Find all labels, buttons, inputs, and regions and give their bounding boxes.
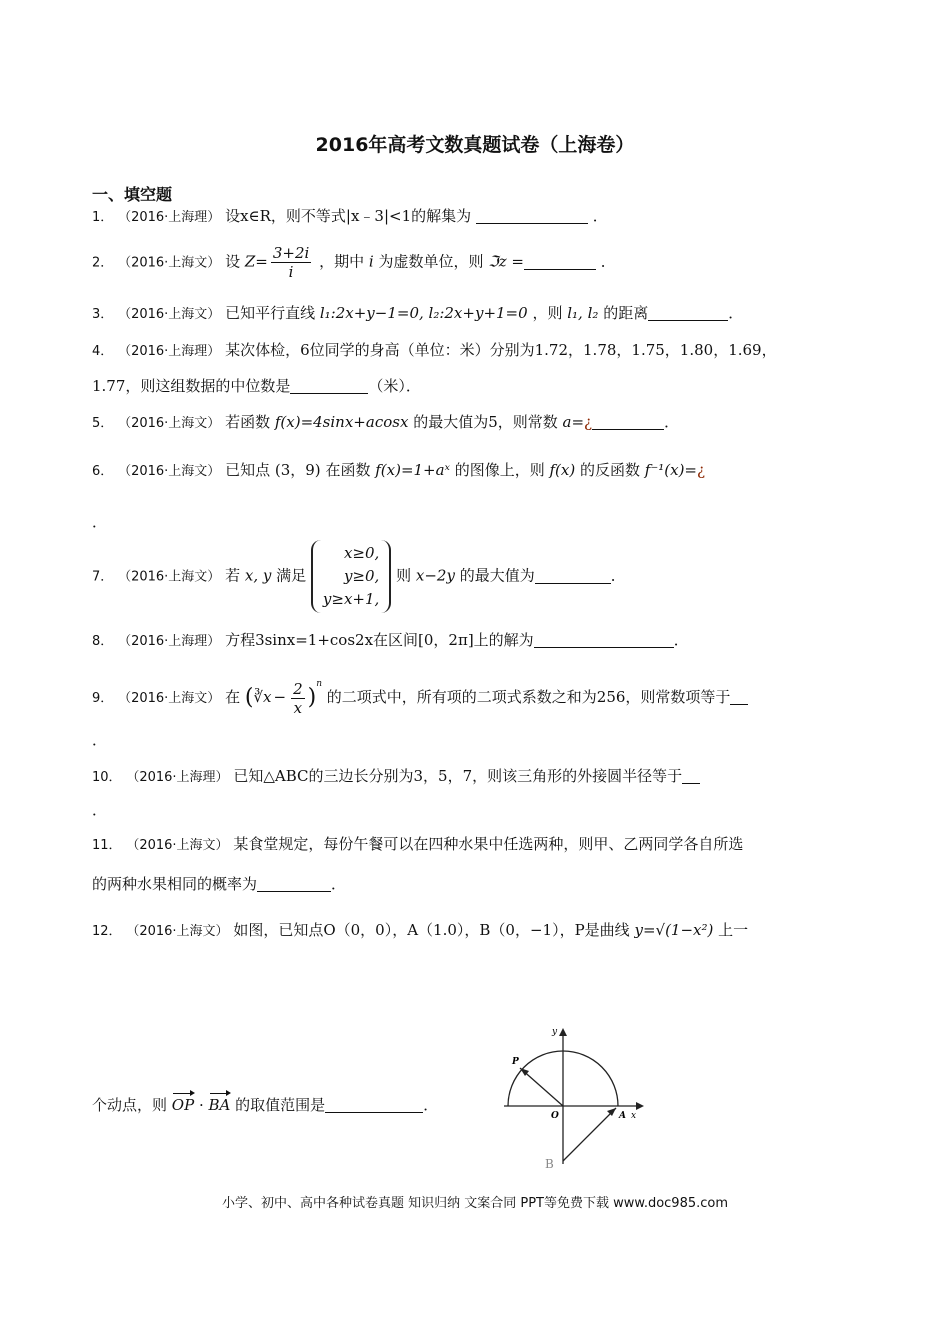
question-5 xyxy=(92,412,679,434)
question-text: 在函数 xyxy=(325,461,371,479)
paren-close: ) xyxy=(307,685,317,710)
question-source: （2016·上海文） xyxy=(126,924,229,939)
math-expr: f(x) xyxy=(549,461,576,479)
question-8 xyxy=(92,630,689,652)
question-number: 4． xyxy=(92,344,114,359)
question-3 xyxy=(92,303,743,325)
question-10 xyxy=(92,766,700,788)
question-4 xyxy=(92,340,777,362)
constraint: y≥0, xyxy=(343,567,380,585)
question-source: （2016·上海文） xyxy=(118,569,221,585)
question-text: 满足 xyxy=(276,566,307,585)
question-number: 3． xyxy=(92,307,114,322)
question-11-line-2 xyxy=(92,874,346,894)
question-source: （2016·上海文） xyxy=(118,416,221,431)
question-text: 为虚数单位，则 xyxy=(378,252,484,271)
question-text: 如图，已知点O（0，0），A（1.0），B（0，−1），P是曲线 xyxy=(233,921,630,939)
question-number: 12． xyxy=(92,924,122,939)
vector-ba-segment xyxy=(563,1108,616,1161)
question-source: （2016·上海文） xyxy=(126,838,229,853)
question-number: 10． xyxy=(92,770,122,785)
question-text: 个动点，则 xyxy=(92,1096,168,1114)
question-source: （2016·上海文） xyxy=(118,464,221,479)
math-expr: f(x)=4sinx+acosx xyxy=(274,413,409,431)
question-text: 设 xyxy=(225,252,241,271)
placeholder-glyph: ¿ xyxy=(697,461,706,479)
question-text: 的两种水果相同的概率为 xyxy=(92,875,258,893)
label-a: A xyxy=(619,1111,626,1121)
vector-ba: BA xyxy=(208,1096,231,1114)
math-expr: l₁:2x+y−1=0, l₂:2x+y+1=0 xyxy=(319,304,528,322)
page-footer: 小学、初中、高中各种试卷真题 知识归纳 文案合同 PPT等免费下载 www.doc985.com xyxy=(221,1196,729,1211)
question-text: 已知平行直线 xyxy=(225,304,316,322)
math-expr: ℑz = xyxy=(488,252,524,271)
question-text: 的取值范围是 xyxy=(235,1096,326,1114)
question-number: 9． xyxy=(92,691,114,706)
question-number: 6． xyxy=(92,464,114,479)
question-number: 5． xyxy=(92,416,114,431)
question-end: ． xyxy=(92,513,108,531)
question-end: ． xyxy=(664,413,680,431)
answer-blank[interactable] xyxy=(534,631,674,648)
question-end: ． xyxy=(673,631,689,649)
question-source: （2016·上海文） xyxy=(118,255,221,271)
question-end: ． xyxy=(331,875,347,893)
answer-blank[interactable] xyxy=(730,688,748,705)
answer-blank[interactable] xyxy=(476,207,588,224)
question-text: 的图像上，则 xyxy=(454,461,545,479)
question-text: 若 xyxy=(225,566,241,585)
label-x: x xyxy=(631,1111,637,1121)
question-source: （2016·上海文） xyxy=(118,307,221,322)
page-title: 2016年高考文数真题试卷（上海卷） xyxy=(315,134,635,156)
fraction-denominator: x xyxy=(293,698,303,717)
question-text: 在 xyxy=(225,688,241,706)
label-y: y xyxy=(552,1027,558,1037)
constraint: x≥0, xyxy=(343,544,380,562)
math-vars: x, y xyxy=(244,566,272,585)
question-text: 已知△ABC的三边长分别为3，5，7，则该三角形的外接圆半径等于 xyxy=(233,767,683,785)
question-number: 8． xyxy=(92,634,114,649)
answer-blank[interactable] xyxy=(592,413,664,430)
question-end: ． xyxy=(92,731,108,749)
question-text: 的反函数 xyxy=(579,461,640,479)
math-point: (3，9) xyxy=(274,461,321,479)
question-text: 某食堂规定，每份午餐可以在四种水果中任选两种，则甲、乙两同学各自所选 xyxy=(233,835,744,853)
constraint: y≥x+1, xyxy=(322,590,380,608)
question-end: ． xyxy=(592,207,608,225)
question-end: ． xyxy=(728,304,744,322)
math-expr: a= xyxy=(562,413,585,431)
question-text: 设x∈R，则不等式|x﹣3|<1的解集为 xyxy=(225,207,472,225)
math-expr: l₁, l₂ xyxy=(567,304,599,322)
question-source: （2016·上海理） xyxy=(118,344,221,359)
question-end: ． xyxy=(423,1096,439,1114)
question-source: （2016·上海理） xyxy=(126,770,229,785)
question-11 xyxy=(92,834,743,856)
dot-operator: · xyxy=(198,1096,204,1114)
question-text: 若函数 xyxy=(225,413,271,431)
placeholder-glyph: ¿ xyxy=(584,413,593,431)
question-1 xyxy=(92,206,608,228)
question-text: （米）． xyxy=(368,377,421,395)
answer-blank[interactable] xyxy=(682,767,700,784)
answer-blank[interactable] xyxy=(648,304,728,321)
section-heading: 一、填空题 xyxy=(92,185,173,204)
question-text: ，则 xyxy=(532,304,563,322)
math-expr: f⁻¹(x)= xyxy=(644,461,697,479)
question-text: 的最大值为 xyxy=(459,566,535,585)
fraction-numerator: 2 xyxy=(293,679,303,698)
math-expr: f(x)=1+aˣ xyxy=(375,461,450,479)
answer-blank[interactable] xyxy=(257,875,331,892)
unit-circle-figure xyxy=(498,1024,648,1174)
answer-blank[interactable] xyxy=(524,253,596,270)
vector-op: OP xyxy=(171,1096,195,1114)
question-6 xyxy=(92,460,705,482)
x-axis-arrow xyxy=(636,1102,644,1110)
label-p: P xyxy=(512,1057,519,1067)
fraction xyxy=(291,680,305,717)
question-text: 上一 xyxy=(718,921,749,939)
question-text: ，期中 xyxy=(319,252,365,271)
question-2 xyxy=(92,244,616,281)
question-text: 则 xyxy=(396,566,412,585)
paren-open: ( xyxy=(244,685,254,710)
question-text: 方程3sinx=1+cos2x在区间[0，2π]上的解为 xyxy=(225,631,534,649)
question-text: 某次体检，6位同学的身高（单位：米）分别为1.72，1.78，1.75，1.80，1.69， xyxy=(225,341,777,359)
answer-blank[interactable] xyxy=(325,1096,423,1113)
exponent: n xyxy=(316,679,322,689)
fraction-numerator: 3+2i xyxy=(272,244,310,262)
question-text: 已知点 xyxy=(225,461,271,479)
math-var: i xyxy=(368,252,374,271)
question-end: ． xyxy=(600,252,616,271)
math-expr: x−2y xyxy=(415,566,455,585)
question-12-line-2 xyxy=(92,1095,438,1115)
label-o: O xyxy=(551,1111,559,1121)
math-root: ∛x xyxy=(253,688,272,706)
question-number: 1． xyxy=(92,210,114,225)
question-number: 2． xyxy=(92,255,114,271)
question-9 xyxy=(92,674,748,717)
question-source: （2016·上海理） xyxy=(118,634,221,649)
minus-sign: − xyxy=(273,688,287,706)
math-expr: Z= xyxy=(244,252,268,271)
question-text: 的距离 xyxy=(603,304,649,322)
question-7 xyxy=(92,540,626,620)
math-curve: y=√(1−x²) xyxy=(634,921,714,939)
fraction xyxy=(271,244,311,281)
question-4-line-2 xyxy=(92,376,421,396)
question-12 xyxy=(92,920,748,942)
answer-blank[interactable] xyxy=(535,567,611,584)
question-number: 7． xyxy=(92,569,114,585)
answer-blank[interactable] xyxy=(290,377,368,394)
fraction-denominator: i xyxy=(288,263,294,281)
y-axis-arrow xyxy=(559,1028,567,1036)
question-text: 的二项式中，所有项的二项式系数之和为256，则常数项等于 xyxy=(326,688,731,706)
question-number: 11． xyxy=(92,838,122,853)
question-text: 1.77，则这组数据的中位数是 xyxy=(92,377,291,395)
question-end: ． xyxy=(610,566,626,585)
label-b: B xyxy=(545,1157,554,1171)
question-end: ． xyxy=(92,801,108,819)
constraint-system xyxy=(311,540,391,613)
question-source: （2016·上海文） xyxy=(118,691,221,706)
question-text: 的最大值为5，则常数 xyxy=(413,413,558,431)
question-source: （2016·上海理） xyxy=(118,210,221,225)
